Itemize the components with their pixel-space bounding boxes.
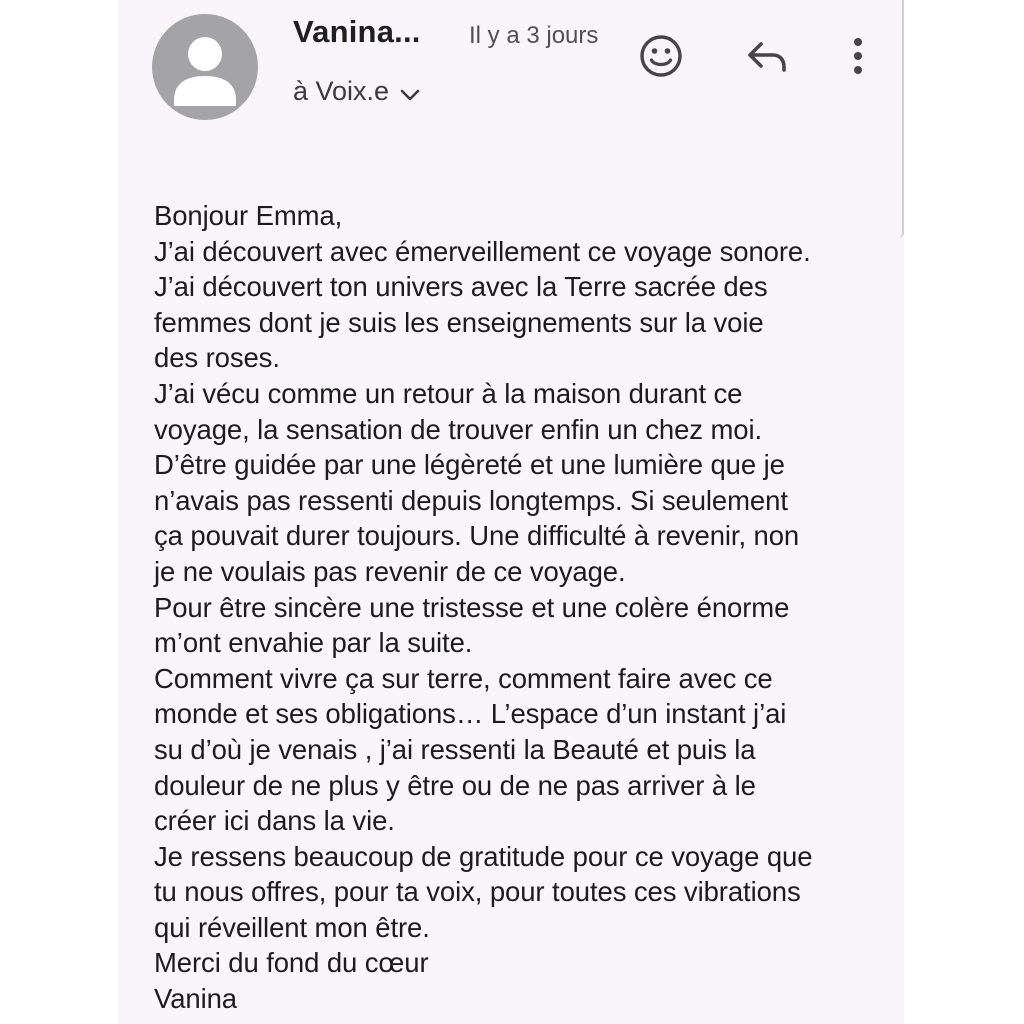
chevron-down-icon [399, 78, 421, 109]
message-line: monde et ses obligations… L’espace d’un instant j’ai [154, 698, 787, 730]
reply-button[interactable] [742, 34, 790, 82]
message-line: n’avais pas ressenti depuis longtemps. Si seulement [154, 484, 788, 516]
message-line: Je ressens beaucoup de gratitude pour ce voyage que [154, 840, 813, 872]
message-line: créer ici dans la vie. [154, 805, 395, 837]
message-line: Vanina [154, 983, 237, 1015]
message-line: ça pouvait durer toujours. Une difficulté à revenir, non [154, 520, 800, 552]
more-options-button[interactable] [834, 34, 882, 82]
message-body [154, 198, 894, 1017]
message-line: femmes dont je suis les enseignements sur la voie [154, 306, 764, 338]
message-line: Comment vivre ça sur terre, comment faire avec ce [154, 662, 773, 694]
message-line: J’ai découvert ton univers avec la Terre sacrée des [154, 271, 768, 303]
message-line: su d’où je venais , j’ai ressenti la Beauté et puis la [154, 733, 756, 765]
message-line: Bonjour Emma, [154, 200, 343, 231]
message-line: voyage, la sensation de trouver enfin un chez moi. [154, 413, 763, 445]
person-avatar-icon[interactable] [152, 14, 258, 120]
message-line: Merci du fond du cœur [154, 947, 429, 979]
emoji-react-icon [638, 33, 684, 84]
more-vert-icon [851, 36, 865, 81]
message-line: qui réveillent mon être. [154, 911, 430, 943]
message-line: J’ai vécu comme un retour à la maison durant ce [154, 377, 743, 409]
message-line: tu nous offres, pour ta voix, pour toutes ces vibrations [154, 876, 801, 908]
message-line: D’être guidée par une légèreté et une lumière que je [154, 449, 785, 481]
emoji-react-button[interactable] [637, 34, 685, 82]
recipient-label: à Voix.e [293, 76, 390, 106]
recipient-toggle[interactable] [293, 74, 421, 109]
message-timestamp: Il y a 3 jours [469, 22, 599, 49]
scrollbar[interactable] [898, 0, 904, 238]
message-line: douleur de ne plus y être ou de ne pas arriver à le [154, 769, 756, 801]
message-line: Pour être sincère une tristesse et une colère énorme [154, 591, 790, 623]
sender-name[interactable]: Vanina... [293, 14, 421, 49]
message-line: J’ai découvert avec émerveillement ce voyage sonore. [154, 235, 811, 267]
message-line: je ne voulais pas revenir de ce voyage. [154, 555, 626, 587]
message-line: des roses. [154, 342, 280, 374]
reply-icon [743, 36, 789, 81]
message-line: m’ont envahie par la suite. [154, 627, 473, 659]
